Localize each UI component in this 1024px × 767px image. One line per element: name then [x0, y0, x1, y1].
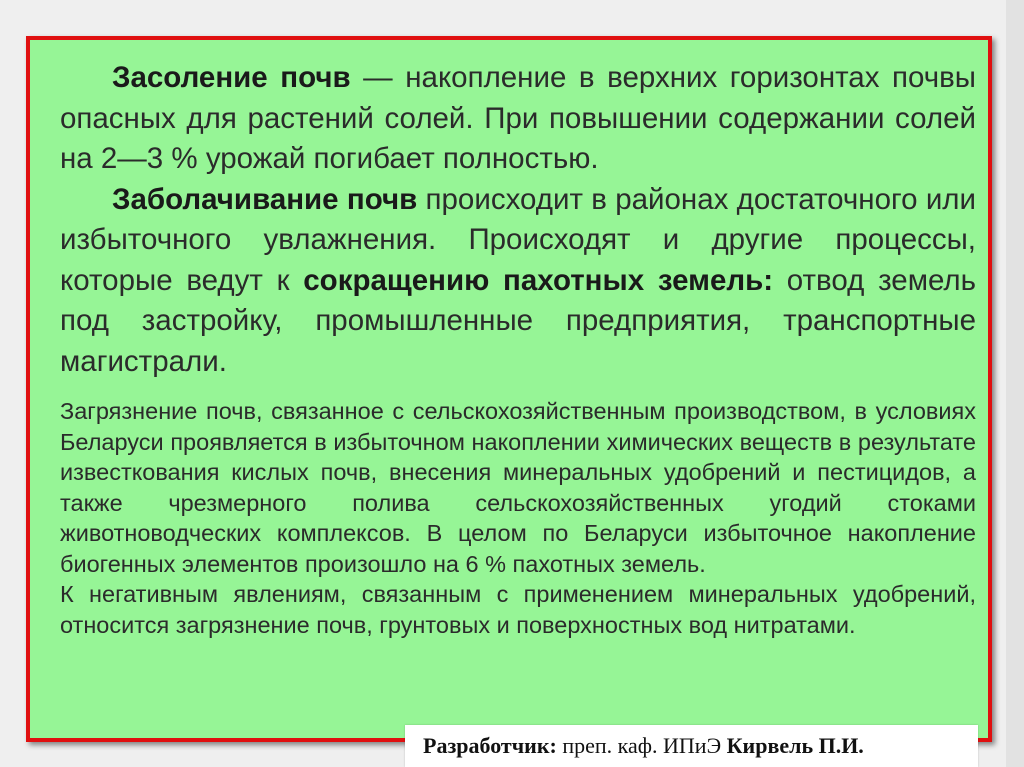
paragraph-salinization: [60, 58, 976, 180]
emphasis-land-reduction: сокращению пахотных земель:: [303, 263, 774, 297]
slide-content: [60, 58, 976, 640]
waterlogging-text-before: происходит в районах достаточного или избыточного увлажнения. Происходят и другие процессы, которые ведут к: [60, 182, 976, 297]
slide-frame: [26, 36, 992, 742]
paragraph-nitrates: К негативным явлениям, связанным с применением минеральных удобрений, относится загрязнение почв, грунтовых и поверхностных вод нитратами.: [60, 581, 976, 638]
spacer: [60, 382, 976, 396]
paragraph-waterlogging: [60, 180, 976, 383]
waterlogging-text-after: отвод земель под застройку, промышленные предприятия, транспортные магистрали.: [60, 263, 976, 378]
term-waterlogging: Заболачивание почв: [112, 182, 418, 216]
salinization-text: — накопление в верхних горизонтах почвы опасных для растений солей. При повышении содержании солей на 2—3 % урожай погибает полностью.: [60, 61, 976, 175]
term-salinization: Засоление почв: [112, 61, 351, 94]
developer-label: Разработчик:: [423, 733, 557, 758]
developer-name: Кирвель П.И.: [726, 733, 864, 758]
paragraph-pollution: Загрязнение почв, связанное с сельскохозяйственным производством, в условиях Беларуси проявляется в избыточном накоплении химических веществ в результате известкования кислых почв, внесения минеральных удобрений и пестицидов, а также чрезмерного полива сельскохозяйственных угодий стоками животноводческих комплексов. В целом по Беларуси избыточное накопление биогенных элементов произошло на 6 % пахотных земель.: [60, 398, 976, 577]
developer-credit: [405, 725, 978, 767]
developer-position: преп. каф. ИПиЭ: [556, 733, 727, 758]
side-strip: [1006, 0, 1024, 767]
